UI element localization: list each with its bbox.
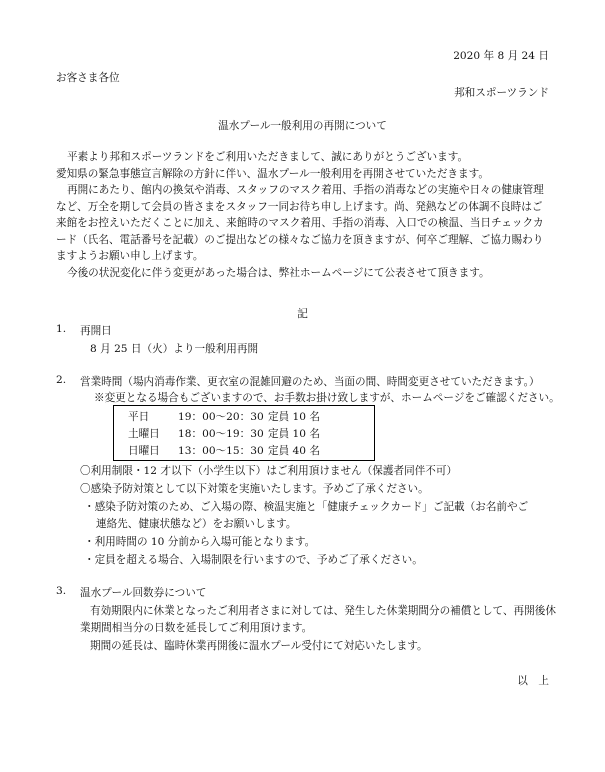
measure-item-cont: 連絡先、健康状態など）をお願いします。: [96, 518, 297, 530]
hours-day: 平日: [128, 411, 150, 423]
measure-item: ・感染予防対策のため、ご入場の際、検温実施と「健康チェックカード」ご記載（お名前やご: [84, 501, 529, 513]
intro-line: 今後の状況変化に伴う変更があった場合は、弊社ホームページにて公表させて頂きます。: [67, 266, 490, 279]
hours-capacity: 定員 40 名: [268, 445, 320, 457]
hours-day: 日曜日: [128, 445, 160, 457]
section2-number: 2.: [56, 374, 67, 386]
closing-mark: 以 上: [517, 675, 549, 687]
infection-measures: 〇感染予防対策として以下対策を実施いたします。予めご了承ください。: [80, 483, 429, 495]
intro-line: ード（氏名、電話番号を記載）のご提出などの様々なご協力を頂きますが、何卒ご理解、ご協力賜わり: [56, 233, 544, 246]
section1-number: 1.: [56, 323, 67, 335]
hours-time: 13：00～15：30: [178, 445, 264, 457]
section2-note: ※変更となる場合もございますので、お手数お掛け致しますが、ホームページをご確認ください。: [94, 392, 560, 404]
hours-capacity: 定員 10 名: [268, 428, 320, 440]
hours-table: [113, 405, 375, 461]
section1-heading: 再開日: [80, 325, 112, 337]
hours-row: [128, 409, 320, 424]
intro-line: 再開にあたり、館内の換気や消毒、スタッフのマスク着用、手指の消毒などの実施や日々の健康管理: [67, 184, 544, 196]
section3-body-line: 業期間相当分の日数を延長してご利用頂けます。: [80, 622, 313, 634]
intro-line: など、万全を期して会員の皆さまをスタッフ一同お待ち申し上げます。尚、発熱などの体調不良時はご: [56, 200, 543, 213]
hours-capacity: 定員 10 名: [268, 411, 320, 423]
intro-line: 平素より邦和スポーツランドをご利用いただきまして、誠にありがとうございます。: [67, 151, 469, 163]
section1-body: 8 月 25 日（火）より一般利用再開: [90, 343, 259, 355]
section2-heading: 営業時間（場内消毒作業、更衣室の混雑回避のため、当面の間、時間変更させていただきます。）: [80, 376, 540, 388]
hours-time: 18：00～19：30: [178, 428, 264, 440]
section3-body-line: 期間の延長は、臨時休業再開後に温水プール受付にて対応いたします。: [90, 640, 428, 652]
section3-body-line: 有効期限内に休業となったご利用者さまに対しては、発生した休業期間分の補償として、再開後休: [90, 605, 556, 617]
intro-line: ますようお願い申し上げます。: [56, 250, 204, 262]
sender-name: 邦和スポーツランド: [454, 87, 549, 99]
intro-text: [56, 149, 556, 281]
measure-item: ・定員を超える場合、入場制限を行いますので、予めご了承ください。: [84, 554, 423, 566]
addressee: お客さま各位: [56, 72, 120, 84]
hours-row: [128, 426, 320, 441]
document-title: 温水プール一般利用の再開について: [218, 120, 387, 132]
ki-mark: 記: [297, 308, 308, 320]
usage-restriction: 〇利用制限・12 才以下（小学生以下）はご利用頂けません（保護者同伴不可）: [80, 465, 458, 477]
measure-item: ・利用時間の 10 分前から入場可能となります。: [84, 536, 316, 548]
document-date: 2020 年 8 月 24 日: [453, 50, 549, 62]
hours-day: 土曜日: [128, 428, 160, 440]
intro-line: 来館をお控えいただくことに加え、来館時のマスク着用、手指の消毒、入口での検温、当日チェックカ: [56, 217, 544, 229]
hours-time: 19：00～20：30: [178, 411, 264, 423]
hours-row: [128, 443, 320, 458]
section3-heading: 温水プール回数券について: [80, 587, 207, 599]
intro-line: 愛知県の緊急事態宣言解除の方針に伴い、温水プール一般利用を再開させていただきます。: [56, 167, 489, 180]
section3-number: 3.: [56, 585, 67, 597]
